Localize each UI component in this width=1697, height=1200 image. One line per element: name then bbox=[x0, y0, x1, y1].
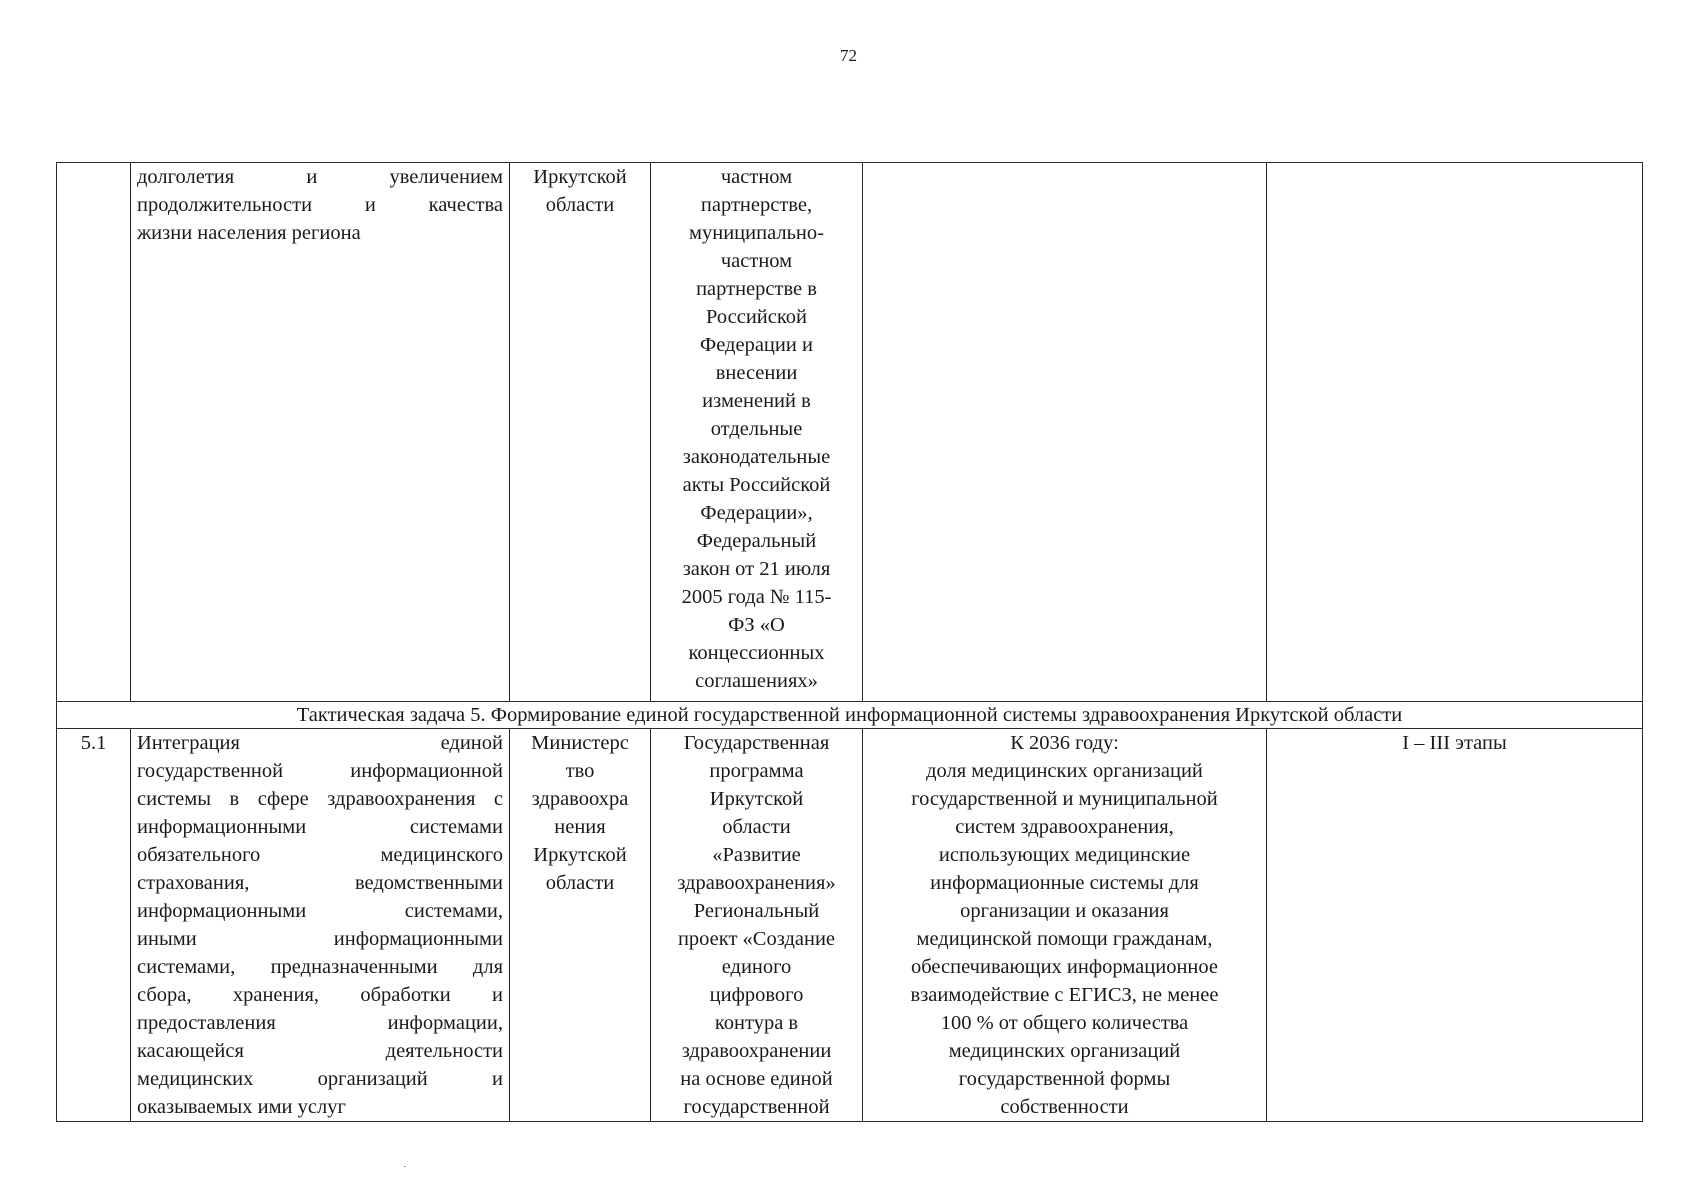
cell-text-line: частном bbox=[720, 166, 793, 188]
cell-text-line: собственности bbox=[1000, 1096, 1129, 1118]
cell-number: 5.1 bbox=[57, 729, 131, 1122]
cell-text-line: цифрового bbox=[709, 984, 804, 1006]
cell-text-line: частном bbox=[720, 250, 793, 272]
cell-text-line: здравоохранения» bbox=[677, 872, 836, 894]
cell-text-line: 100 % от общего количества bbox=[940, 1012, 1189, 1034]
cell-text-line: Иркутской bbox=[533, 166, 627, 188]
cell-text-line: области bbox=[722, 816, 791, 838]
cell-indicator bbox=[863, 163, 1267, 702]
page-number: 72 bbox=[840, 46, 857, 65]
cell-indicator bbox=[863, 729, 1267, 1122]
section-header: Тактическая задача 5. Формирование единой государственной информационной системы здравоохранения Иркутской области bbox=[57, 702, 1643, 729]
cell-text-line: медицинских организаций и bbox=[137, 1068, 503, 1090]
cell-text-line: информационными системами bbox=[137, 816, 503, 838]
cell-text-line: медицинских организаций bbox=[948, 1040, 1181, 1062]
cell-text-line: предоставления информации, bbox=[137, 1012, 503, 1034]
cell-text-line: Иркутской bbox=[709, 788, 804, 810]
cell-text-line: обеспечивающих информационное bbox=[911, 956, 1218, 978]
cell-executor bbox=[510, 729, 651, 1122]
cell-text-line: концессионных bbox=[688, 642, 825, 664]
cell-text-line: изменений в bbox=[702, 390, 811, 412]
cell-text-line: сбора, хранения, обработки и bbox=[137, 984, 503, 1006]
cell-text-line: доля медицинских организаций bbox=[926, 760, 1203, 782]
cell-text-line: области bbox=[545, 872, 615, 894]
cell-executor bbox=[510, 163, 651, 702]
cell-text-line: внесении bbox=[715, 362, 798, 384]
cell-text-line: Региональный bbox=[693, 900, 820, 922]
cell-text-line: системами, предназначенными для bbox=[137, 956, 503, 978]
cell-text-line: ФЗ «О bbox=[728, 614, 785, 636]
cell-text-line: Российской bbox=[705, 306, 808, 328]
cell-text-line: государственной bbox=[683, 1096, 830, 1118]
cell-text-line: муниципально- bbox=[689, 222, 824, 244]
cell-text-line: организации и оказания bbox=[960, 900, 1169, 922]
cell-text-line: Иркутской bbox=[533, 844, 627, 866]
cell-text-line: государственной и муниципальной bbox=[911, 788, 1218, 810]
cell-text-line: области bbox=[545, 194, 615, 216]
cell-text-line: системы в сфере здравоохранения с bbox=[137, 788, 503, 810]
cell-text-line: партнерстве, bbox=[700, 194, 813, 216]
cell-text-line: соглашениях» bbox=[695, 670, 818, 692]
cell-text-line: продолжительности и качества bbox=[137, 194, 503, 216]
cell-text-line: Федеральный bbox=[696, 530, 817, 552]
cell-text-line: Министерс bbox=[531, 732, 629, 754]
cell-text-line: взаимодействие с ЕГИСЗ, не менее bbox=[910, 984, 1219, 1006]
cell-text-line: Интеграция единой bbox=[137, 732, 503, 754]
cell-text-line: касающейся деятельности bbox=[137, 1040, 503, 1062]
scan-speck bbox=[404, 1166, 406, 1167]
section-header-row bbox=[57, 702, 1643, 729]
cell-text-line: здравоохранении bbox=[681, 1040, 832, 1062]
cell-text-line: жизни населения региона bbox=[137, 222, 361, 244]
cell-text-line: использующих медицинские bbox=[938, 844, 1191, 866]
cell-text-line: нения bbox=[554, 816, 606, 838]
cell-text-line: оказываемых ими услуг bbox=[137, 1096, 346, 1118]
cell-task bbox=[131, 729, 510, 1122]
cell-text-line: закон от 21 июля bbox=[682, 558, 831, 580]
cell-text-line: Федерации», bbox=[700, 502, 813, 524]
cell-text-line: законодательные bbox=[682, 446, 831, 468]
cell-text-line: программа bbox=[709, 760, 804, 782]
table-row-continued bbox=[57, 163, 1643, 702]
cell-text-line: систем здравоохранения, bbox=[955, 816, 1174, 838]
cell-number bbox=[57, 163, 131, 702]
cell-stage bbox=[1267, 163, 1643, 702]
cell-task bbox=[131, 163, 510, 702]
cell-text-line: контура в bbox=[714, 1012, 799, 1034]
cell-text-line: государственной информационной bbox=[137, 760, 503, 782]
cell-text-line: информационные системы для bbox=[930, 872, 1199, 894]
cell-stage: I – III этапы bbox=[1267, 729, 1643, 1122]
cell-text-line: акты Российской bbox=[682, 474, 831, 496]
cell-text-line: единого bbox=[721, 956, 792, 978]
cell-text-line: на основе единой bbox=[680, 1068, 833, 1090]
cell-text-line: К 2036 году: bbox=[1010, 732, 1119, 754]
cell-text-line: Государственная bbox=[683, 732, 830, 754]
cell-text-line: партнерстве в bbox=[696, 278, 817, 300]
cell-text-line: тво bbox=[565, 760, 595, 782]
cell-document bbox=[651, 163, 863, 702]
plan-table bbox=[56, 162, 1643, 1122]
cell-text-line: 2005 года № 115- bbox=[681, 586, 832, 608]
cell-text-line: Федерации и bbox=[700, 334, 813, 356]
cell-text-line: страхования, ведомственными bbox=[137, 872, 503, 894]
cell-text-line: медицинской помощи гражданам, bbox=[916, 928, 1213, 950]
cell-text-line: долголетия и увеличением bbox=[137, 166, 503, 188]
cell-text-line: «Развитие bbox=[712, 844, 801, 866]
cell-text-line: государственной формы bbox=[958, 1068, 1171, 1090]
cell-text-line: информационными системами, bbox=[137, 900, 503, 922]
cell-text-line: обязательного медицинского bbox=[137, 844, 503, 866]
cell-document bbox=[651, 729, 863, 1122]
table-row-5-1 bbox=[57, 729, 1643, 1122]
cell-text-line: проект «Создание bbox=[677, 928, 836, 950]
cell-text-line: иными информационными bbox=[137, 928, 503, 950]
cell-text-line: отдельные bbox=[710, 418, 803, 440]
cell-text-line: здравоохра bbox=[531, 788, 629, 810]
